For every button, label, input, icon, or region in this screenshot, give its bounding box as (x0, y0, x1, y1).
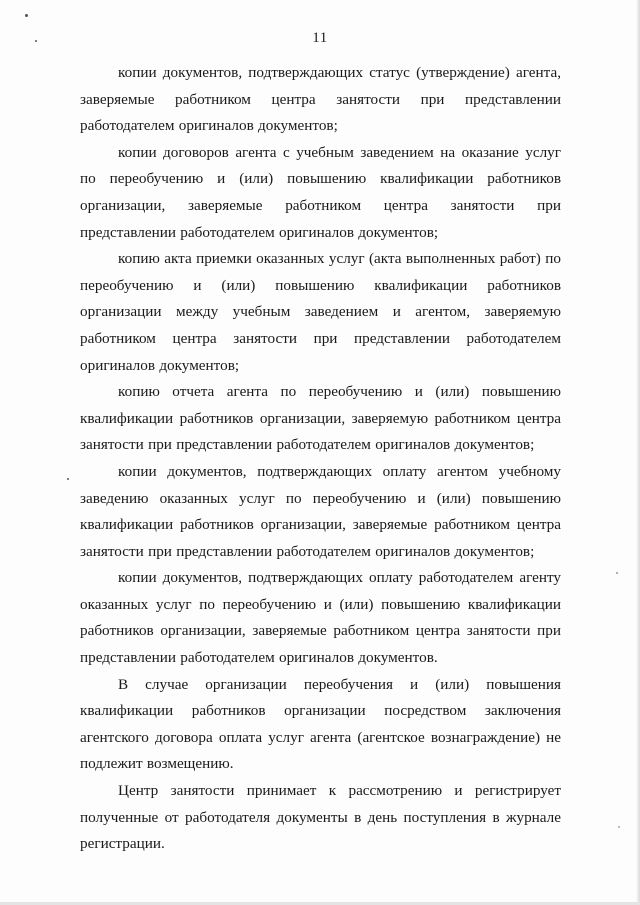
paragraph-agent-report: копию отчета агента по переобучению и (или) повышению квалификации работников организации, заверяемую работником центра занятости при представлении работодателем оригиналов документов; (80, 383, 561, 454)
scan-speck-left (35, 40, 37, 42)
scan-speck-right (616, 572, 618, 574)
paragraph-agent-payment-docs: копии документов, подтверждающих оплату агентом учебному заведению оказанных услуг по переобучению и (или) повышению квалификации работников организации, заверяемые работником центра занятости при представлении работодателем оригиналов документов; (80, 462, 561, 560)
paragraph-copies-agent-contracts: копии договоров агента с учебным заведением на оказание услуг по переобучению и (или) повышению квалификации работников организации, заверяемые работником центра занятости при представлении работодателем оригиналов документов; (80, 143, 561, 241)
paragraph-registration: Центр занятости принимает к рассмотрению и регистрирует полученные от работодателя документы в день поступления в журнале регистрации. (80, 782, 561, 853)
paragraph-acceptance-act: копию акта приемки оказанных услуг (акта выполненных работ) по переобучению и (или) повышению квалификации работников организации между учебным заведением и агентом, заверяемую работником центра занятости при представлении работодателем оригиналов документов; (80, 250, 561, 374)
paragraph-employer-payment-docs: копии документов, подтверждающих оплату работодателем агенту оказанных услуг по переобучению и (или) повышению квалификации работников организации, заверяемые работником центра занятости при представлении работодателем оригиналов документов. (80, 569, 561, 667)
scan-right-edge (636, 0, 640, 905)
scan-speck-right-lower (618, 826, 620, 828)
page-number: 11 (312, 30, 328, 46)
scan-speck-margin (67, 478, 69, 480)
scan-speck-top-left (25, 14, 28, 17)
document-body (80, 56, 561, 858)
paragraph-agent-fee-not-reimbursed: В случае организации переобучения и (или) повышения квалификации работников организации посредством заключения агентского договора оплата услуг агента (агентское вознаграждение) не подлежит возмещению. (80, 675, 561, 773)
paragraph-copies-agent-status: копии документов, подтверждающих статус (утверждение) агента, заверяемые работником центра занятости при представлении работодателем оригиналов документов; (80, 64, 561, 135)
